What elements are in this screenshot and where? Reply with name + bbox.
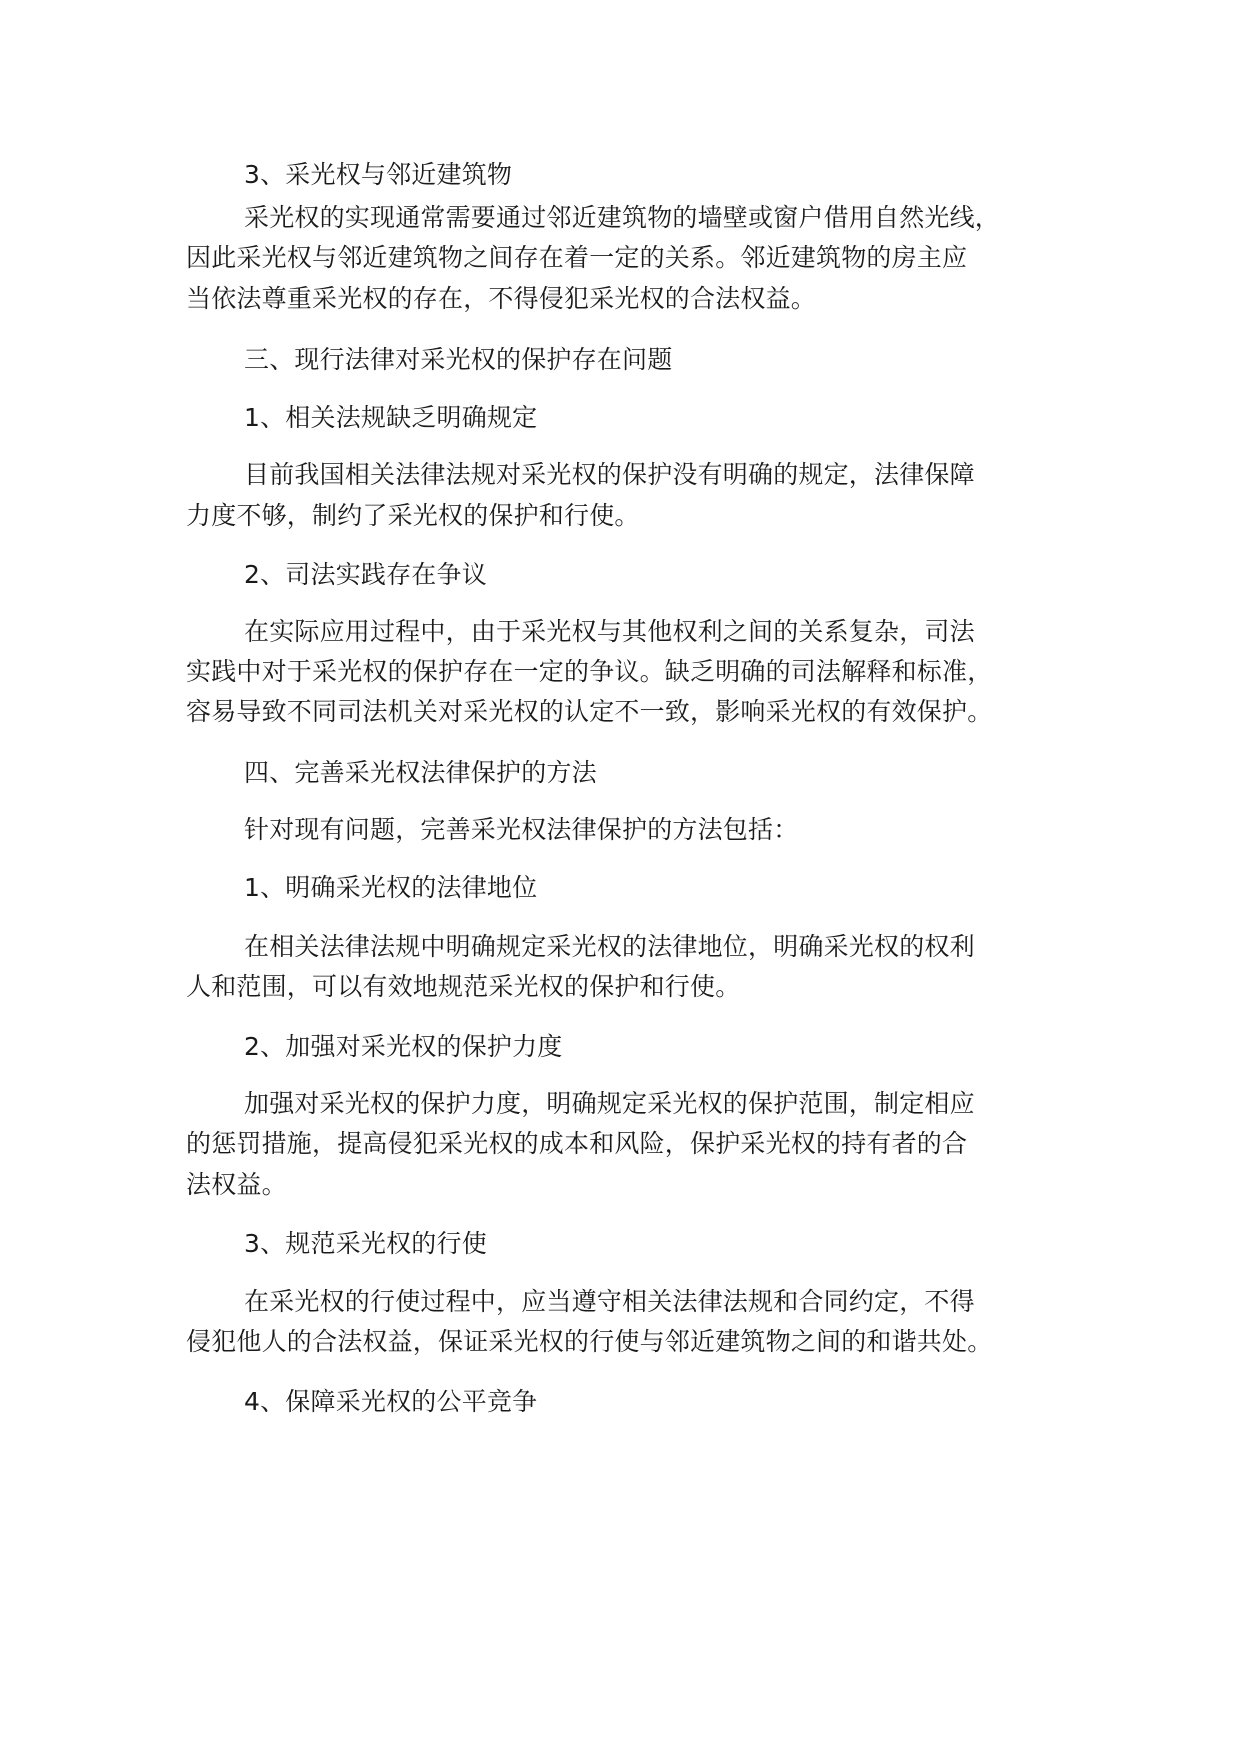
paragraph-line: 侵犯他人的合法权益，保证采光权的行使与邻近建筑物之间的和谐共处。 [186, 1327, 993, 1356]
section-heading: 2、加强对采光权的保护力度 [244, 1032, 563, 1061]
section-heading: 3、采光权与邻近建筑物 [244, 160, 513, 189]
chapter-heading: 三、现行法律对采光权的保护存在问题 [244, 345, 673, 374]
paragraph-line: 针对现有问题，完善采光权法律保护的方法包括： [244, 815, 799, 844]
paragraph-line: 的惩罚措施，提高侵犯采光权的成本和风险，保护采光权的持有者的合 [186, 1129, 968, 1158]
paragraph-line: 在采光权的行使过程中，应当遵守相关法律法规和合同约定，不得 [244, 1287, 975, 1316]
paragraph-line: 在实际应用过程中，由于采光权与其他权利之间的关系复杂，司法 [244, 617, 975, 646]
paragraph-line: 加强对采光权的保护力度，明确规定采光权的保护范围，制定相应 [244, 1089, 975, 1118]
paragraph-line: 法权益。 [186, 1170, 287, 1199]
chapter-heading: 四、完善采光权法律保护的方法 [244, 758, 597, 787]
section-heading: 3、规范采光权的行使 [244, 1229, 487, 1258]
paragraph-line: 容易导致不同司法机关对采光权的认定不一致，影响采光权的有效保护。 [186, 697, 993, 726]
paragraph-line: 当依法尊重采光权的存在，不得侵犯采光权的合法权益。 [186, 284, 817, 313]
section-heading: 2、司法实践存在争议 [244, 560, 487, 589]
paragraph-line: 人和范围，可以有效地规范采光权的保护和行使。 [186, 972, 741, 1001]
section-heading: 4、保障采光权的公平竞争 [244, 1387, 538, 1416]
paragraph-line: 力度不够，制约了采光权的保护和行使。 [186, 501, 640, 530]
paragraph-line: 采光权的实现通常需要通过邻近建筑物的墙壁或窗户借用自然光线， [244, 203, 1001, 232]
paragraph-line: 目前我国相关法律法规对采光权的保护没有明确的规定，法律保障 [244, 460, 975, 489]
section-heading: 1、明确采光权的法律地位 [244, 873, 538, 902]
paragraph-line: 在相关法律法规中明确规定采光权的法律地位，明确采光权的权利 [244, 932, 975, 961]
paragraph-line: 因此采光权与邻近建筑物之间存在着一定的关系。邻近建筑物的房主应 [186, 243, 968, 272]
section-heading: 1、相关法规缺乏明确规定 [244, 403, 538, 432]
paragraph-line: 实践中对于采光权的保护存在一定的争议。缺乏明确的司法解释和标准， [186, 657, 993, 686]
